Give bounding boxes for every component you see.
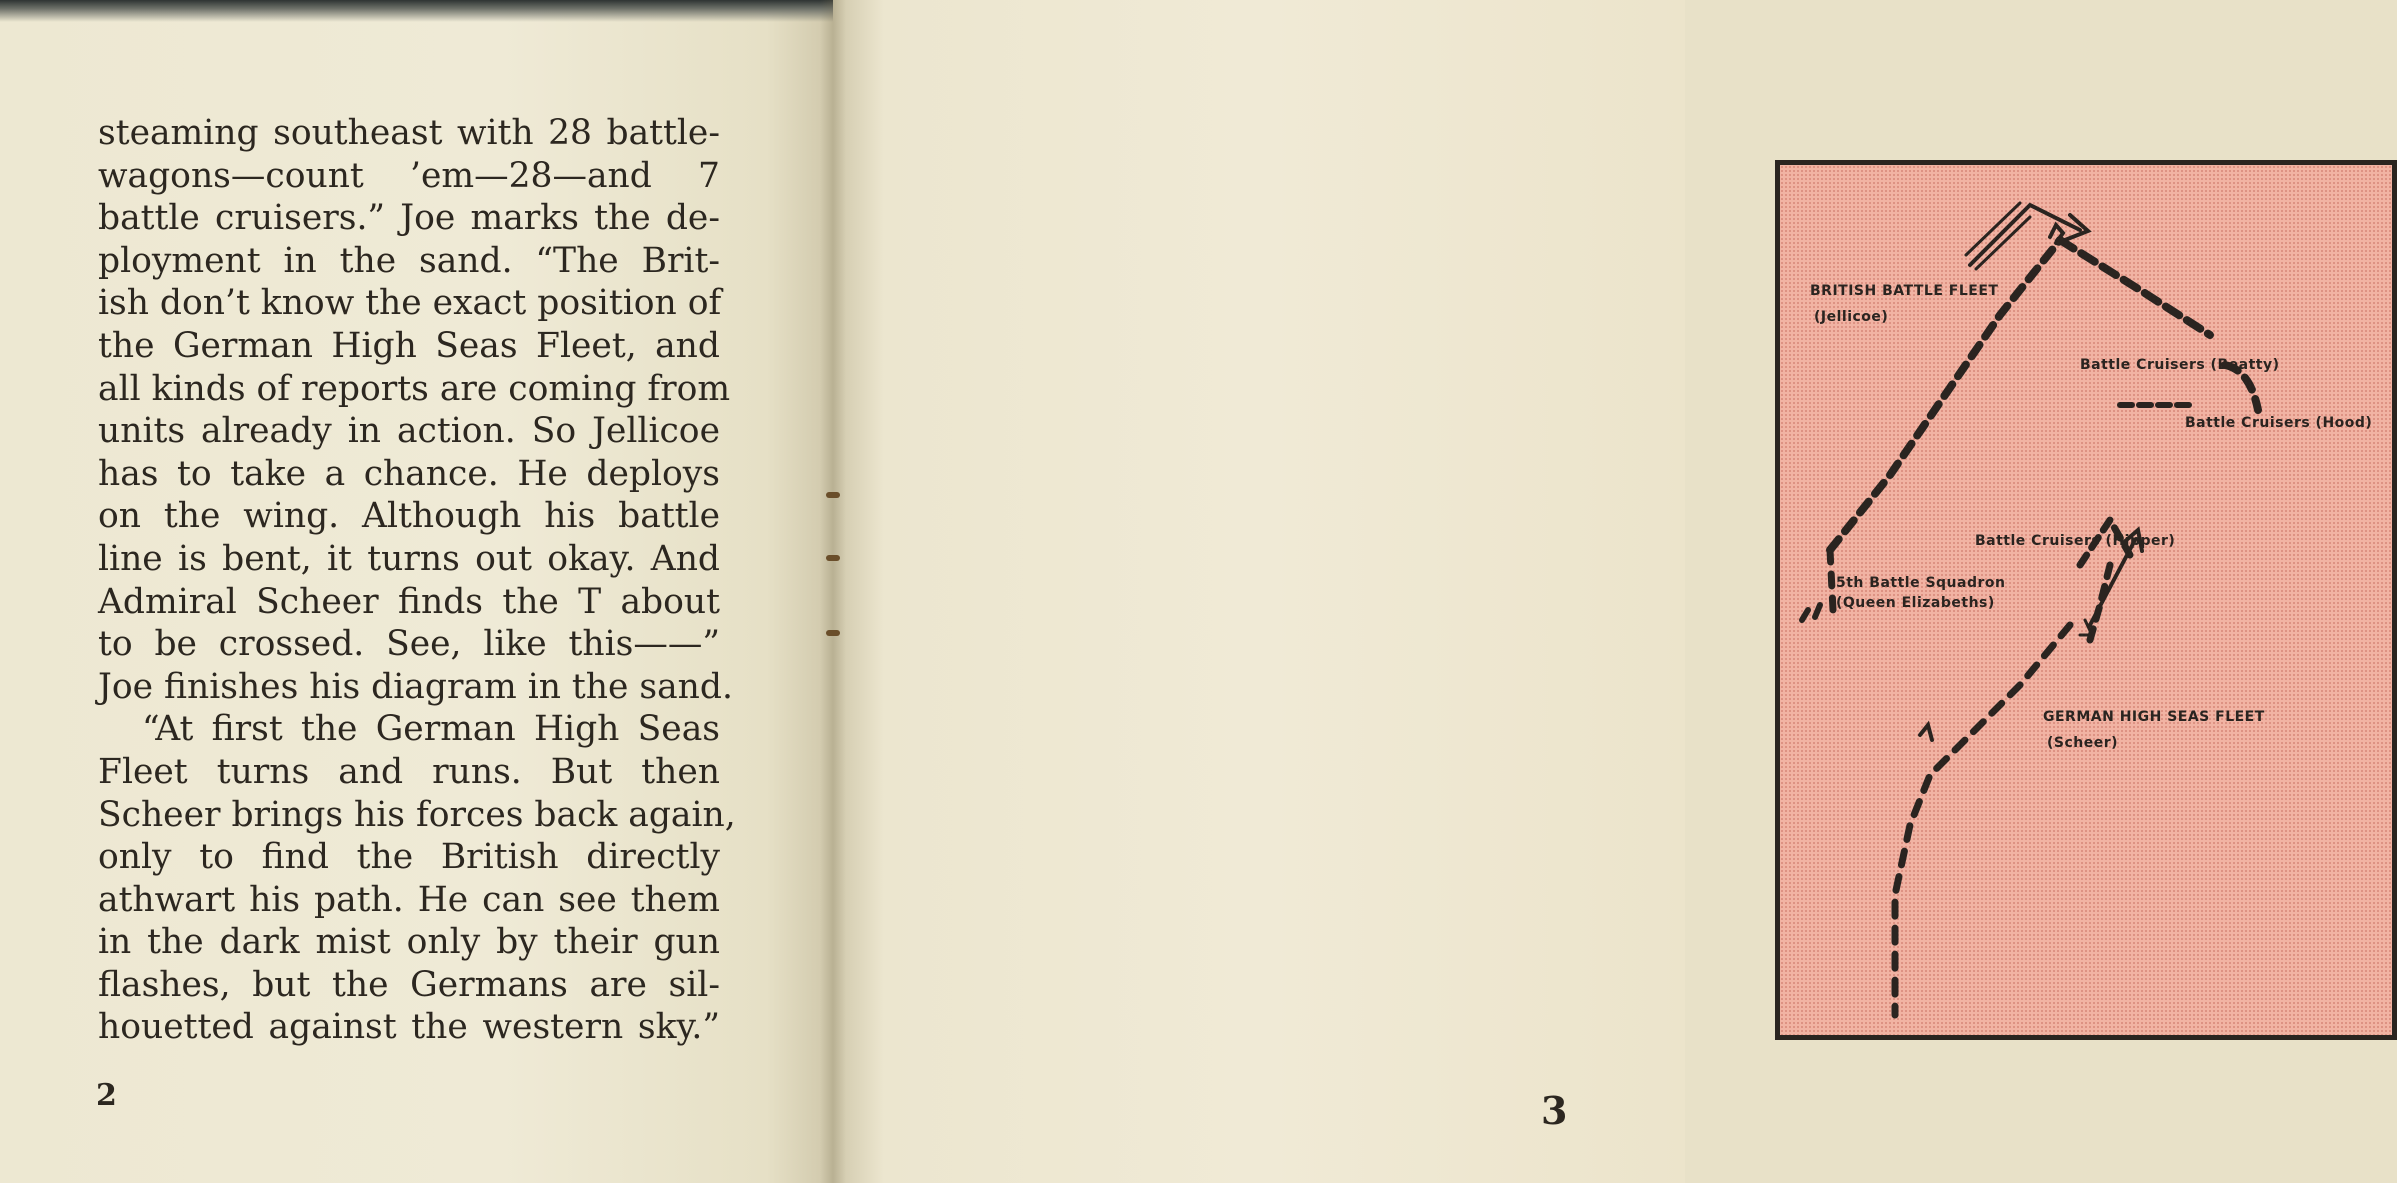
page-edge-shadow <box>0 0 833 22</box>
text-line: has to take a chance. He deploys <box>98 453 720 494</box>
binding-stitch <box>826 492 840 498</box>
text-line: line is bent, it turns out okay. And <box>98 538 720 579</box>
battle-map <box>1775 160 2397 1040</box>
text-line: wagons—count ’em—28—and 7 <box>98 155 720 196</box>
label-jellicoe: (Jellicoe) <box>1814 309 1889 325</box>
right-page <box>833 0 2373 1183</box>
text-line: on the wing. Although his battle <box>98 496 720 537</box>
text-line: units already in action. So Jellicoe <box>98 411 720 452</box>
text-line: houetted against the western sky.” <box>98 1007 720 1048</box>
left-page <box>0 0 833 1183</box>
british-arrow-shaft-left <box>1966 203 2020 255</box>
text-line: ployment in the sand. “The Brit- <box>98 240 720 281</box>
body-text <box>98 112 736 1049</box>
page-number-right: 3 <box>1541 1088 1568 1133</box>
label-beatty: Battle Cruisers (Beatty) <box>2080 357 2280 373</box>
british-arrow-shaft-right <box>1976 217 2030 269</box>
text-line: Scheer brings his forces back again, <box>98 794 736 835</box>
text-line: Admiral Scheer finds the T about <box>98 581 720 622</box>
binding-stitch <box>826 555 840 561</box>
page-number-left: 2 <box>96 1078 117 1113</box>
text-line: Fleet turns and runs. But then <box>98 751 720 792</box>
text-line: Joe finishes his diagram in the sand. <box>98 666 733 707</box>
text-line: ish don’t know the exact position of <box>98 283 722 324</box>
text-line: to be crossed. See, like this——” <box>98 624 720 665</box>
text-line: steaming southeast with 28 battle- <box>98 113 720 153</box>
spine-gutter <box>820 0 846 1183</box>
text-line: in the dark mist only by their gun <box>98 922 720 963</box>
label-fifth-squadron: 5th Battle Squadron <box>1836 575 2006 591</box>
german-fleet-track <box>1895 625 2070 1015</box>
flag-mark-german <box>1920 725 1932 740</box>
label-german-fleet: GERMAN HIGH SEAS FLEET <box>2043 709 2265 725</box>
binding-stitch <box>826 630 840 636</box>
text-line: “At first the German High Seas <box>142 709 720 750</box>
british-fleet-track-lower <box>1830 550 1833 610</box>
text-line: only to find the British directly <box>98 837 720 878</box>
british-fleet-track-right <box>2060 240 2210 335</box>
text-line: flashes, but the Germans are sil- <box>98 964 720 1005</box>
label-british-fleet: BRITISH BATTLE FLEET <box>1810 283 1999 299</box>
label-queen-elizabeths: (Queen Elizabeths) <box>1836 595 1995 611</box>
german-arrow <box>2090 540 2135 625</box>
text-line: athwart his path. He can see them <box>98 879 720 920</box>
label-hipper: Battle Cruisers (Hipper) <box>1975 533 2176 549</box>
label-hood: Battle Cruisers (Hood) <box>2185 415 2373 431</box>
text-line: all kinds of reports are coming from <box>98 368 731 409</box>
fifth-squadron-mark <box>1802 605 1820 620</box>
label-scheer: (Scheer) <box>2047 735 2119 751</box>
text-line: battle cruisers.” Joe marks the de- <box>98 198 720 239</box>
text-line: the German High Seas Fleet, and <box>98 325 720 366</box>
